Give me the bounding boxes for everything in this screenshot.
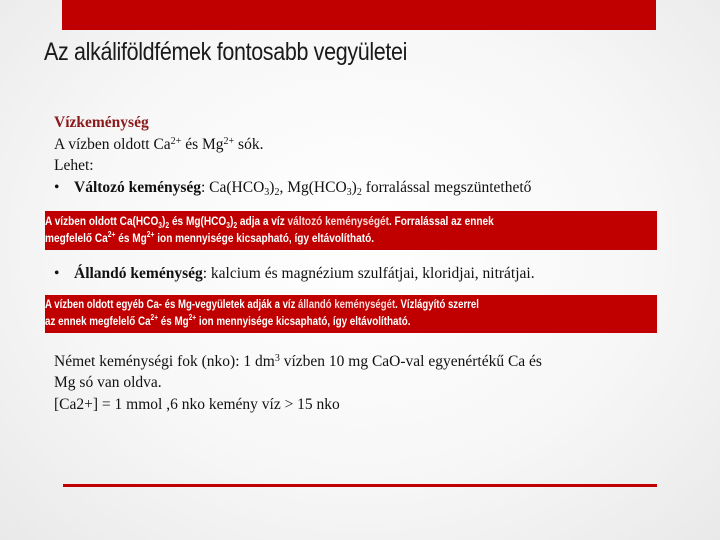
bullet1-text-d: ) bbox=[351, 179, 357, 196]
banner-sub: 3 bbox=[226, 221, 231, 230]
banner-sup: 2+ bbox=[188, 313, 197, 322]
banner-text: adja a víz bbox=[237, 214, 288, 228]
banner-text: ) bbox=[230, 214, 234, 228]
banner-sub: 2 bbox=[233, 221, 238, 230]
bullet-temporary-hardness bbox=[54, 178, 531, 197]
bullet1-text-b: ) bbox=[269, 179, 275, 196]
banner1-line2 bbox=[45, 230, 559, 247]
bullet1-text-c: , Mg(HCO bbox=[279, 179, 347, 196]
bullet-permanent-hardness bbox=[54, 264, 535, 283]
permanent-hardness-banner bbox=[45, 295, 657, 333]
bullet1-text-e: forralással megszüntethető bbox=[361, 179, 532, 196]
german-degree-text: vízben 10 mg CaO-val egyenértékű Ca és bbox=[279, 353, 542, 370]
banner-text: . Forralással az ennek bbox=[388, 214, 494, 228]
german-degree-text: Német keménységi fok (nko): 1 dm bbox=[54, 353, 275, 370]
banner-sub: 2 bbox=[165, 221, 170, 230]
bullet1-sub: 3 bbox=[346, 187, 352, 198]
banner-text: és Mg(HCO bbox=[169, 214, 227, 228]
bullet1-sub: 2 bbox=[274, 187, 280, 198]
intro-sup-mg: 2+ bbox=[223, 136, 235, 147]
banner-text: megfelelő Ca bbox=[45, 231, 108, 245]
slide-title: Az alkáliföldfémek fontosabb vegyületei bbox=[44, 38, 408, 66]
bullet1-sub: 2 bbox=[356, 187, 362, 198]
german-degree-line1 bbox=[54, 352, 542, 371]
bullet1-text-a: : Ca(HCO bbox=[201, 179, 265, 196]
banner2-line2 bbox=[45, 313, 547, 330]
banner-text: és Mg bbox=[115, 231, 147, 245]
banner-text: és Mg bbox=[158, 314, 189, 328]
can-be-line: Lehet: bbox=[54, 157, 94, 174]
banner-highlight: változó keménységét bbox=[287, 214, 389, 228]
bullet2-text: : kalcium és magnézium szulfátjai, kloridjai, nitrátjai. bbox=[202, 265, 535, 282]
bullet1-term: Változó keménység bbox=[74, 179, 201, 196]
banner-text: ion mennyisége kicsapható, így eltávolítható. bbox=[196, 314, 411, 328]
bullet1-sub: 3 bbox=[264, 187, 270, 198]
intro-text-c: sók. bbox=[234, 136, 264, 153]
banner-sup: 2+ bbox=[146, 230, 155, 239]
german-degree-line2: Mg só van oldva. bbox=[54, 374, 162, 391]
section-heading: Vízkeménység bbox=[54, 114, 149, 131]
intro-text-a: A vízben oldott Ca bbox=[54, 136, 171, 153]
temporary-hardness-banner bbox=[45, 211, 657, 250]
banner-text: ) bbox=[162, 214, 166, 228]
banner-sup: 2+ bbox=[150, 313, 159, 322]
banner-text: A vízben oldott egyéb Ca- és Mg-vegyületek adják a víz bbox=[45, 297, 299, 311]
banner-sub: 3 bbox=[158, 221, 163, 230]
intro-text-b: és Mg bbox=[181, 136, 224, 153]
bullet-marker: • bbox=[54, 179, 60, 196]
top-accent-bar bbox=[62, 0, 656, 30]
banner-text: az ennek megfelelő Ca bbox=[45, 314, 151, 328]
intro-line bbox=[54, 135, 263, 154]
footer-divider bbox=[63, 484, 657, 487]
intro-sup-ca: 2+ bbox=[170, 136, 182, 147]
german-degree-sup: 3 bbox=[274, 353, 280, 364]
banner-text: A vízben oldott Ca(HCO bbox=[45, 214, 159, 228]
banner-sup: 2+ bbox=[107, 230, 116, 239]
banner-text: ion mennyisége kicsapható, így eltávolítható. bbox=[154, 231, 375, 245]
hardness-threshold-line: [Ca2+] = 1 mmol ,6 nko kemény víz > 15 nko bbox=[54, 396, 340, 413]
banner1-line1 bbox=[45, 213, 559, 230]
bullet2-term: Állandó keménység bbox=[74, 265, 203, 282]
banner-highlight: állandó keménységét bbox=[298, 297, 396, 311]
banner2-line1 bbox=[45, 296, 535, 313]
bullet-marker: • bbox=[54, 265, 60, 282]
banner-text: . Vízlágyító szerrel bbox=[395, 297, 479, 311]
